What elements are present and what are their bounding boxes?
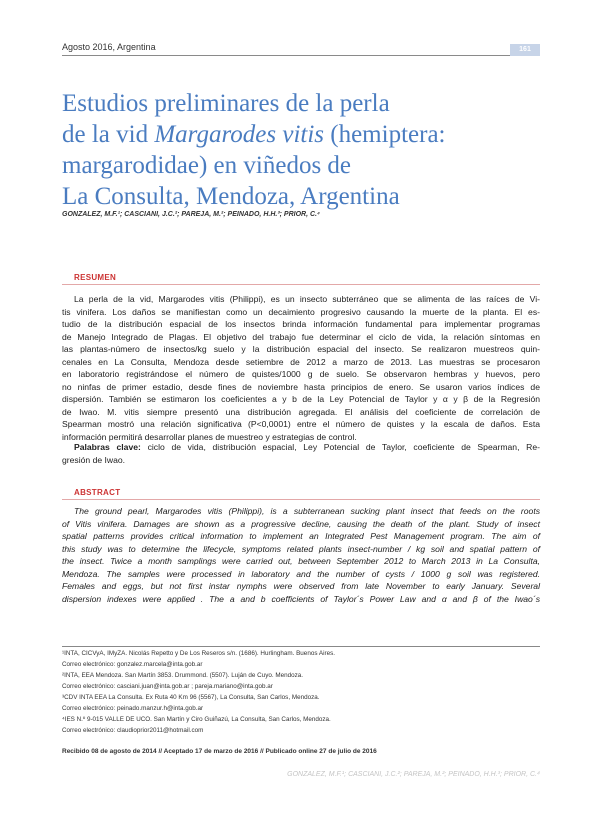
resumen-line: La perla de la vid, Margarodes vitis (Philippi), es un insecto subterráneo que se alimenta de las raíces de Vi- bbox=[74, 294, 540, 304]
abstract-rule bbox=[62, 499, 540, 500]
resumen-line: las plantas-número de insectos/kg suelo y la distribución espacial del insecto. Se realizaron muestreos quin- bbox=[62, 344, 540, 354]
abstract-line: Females and eggs, but not first instar nymphs were observed from late November to early January. Several bbox=[62, 581, 540, 591]
title-line-2-prefix: de la vid bbox=[62, 121, 155, 148]
footnote-line: ²INTA, EEA Mendoza. San Martín 3853. Drummond. (5507). Luján de Cuyo. Mendoza. bbox=[62, 672, 304, 679]
resumen-heading: RESUMEN bbox=[74, 273, 117, 282]
footnote-rule bbox=[62, 646, 540, 647]
resumen-line: cenales en La Consulta, Mendoza desde setiembre de 2012 a marzo de 2013. Las muestras se procesaron bbox=[62, 356, 540, 367]
abstract-line: of Vitis vinifera. Damages are shown as a progressive decline, causing the death of the plant. Study of insect bbox=[62, 518, 540, 529]
title-line-2 bbox=[62, 119, 532, 150]
footnote-line: Correo electrónico: claudioprior2011@hotmail.com bbox=[62, 727, 204, 734]
keywords-text: ciclo de vida, distribución espacial, Ley Potencial de Taylor, coeficiente de Spearman, Re- bbox=[140, 442, 540, 452]
abstract-line: The ground pearl, Margarodes vitis (Philippi), is a subterranean sucking plant insect that feeds on the roots bbox=[74, 506, 540, 516]
title-line-3: margarodidae) en viñedos de bbox=[62, 152, 352, 179]
resumen-line: no ninfas de primer estadio, desde fines de noviembre hasta principios de enero. Se usaron varios índices de bbox=[62, 381, 540, 392]
affiliation-footnotes bbox=[62, 648, 540, 736]
keywords-line bbox=[62, 441, 540, 454]
footnote-line: Correo electrónico: gonzalez.marcela@inta.gob.ar bbox=[62, 661, 203, 668]
abstract-line: the insect. Twice a month samplings were carried out, between September 2012 to March 2013 in La Consulta, bbox=[62, 556, 540, 566]
resumen-line: de Iwao. M. vitis siempre presentó una distribución agregada. El análisis del coeficiente de correlación de bbox=[62, 406, 540, 417]
header-rule bbox=[62, 55, 510, 56]
abstract-line: spatial patterns provides critical information to implement an Integrated Pest Management program. The aim of bbox=[62, 531, 540, 541]
keywords-label: Palabras clave: bbox=[74, 442, 141, 452]
footnote-line: ³CDV INTA EEA La Consulta. Ex Ruta 40 Km 96 (5567), La Consulta, San Carlos, Mendoza. bbox=[62, 694, 320, 701]
page-number-badge: 161 bbox=[510, 44, 540, 56]
footnote-line: Correo electrónico: peinado.manzur.h@inta.gob.ar bbox=[62, 705, 204, 712]
resumen-line: información permitirá desarrollar planes de muestreo y estrategias de control. bbox=[62, 431, 357, 442]
title-line-2-suffix: (hemiptera: bbox=[324, 121, 446, 148]
abstract-line: this study was to determine the lifecycle, symptoms related plants insect-number / kg soil and spatial pattern of bbox=[62, 543, 540, 554]
author-list: GONZALEZ, M.F.¹; CASCIANI, J.C.²; PAREJA, M.²; PEINADO, H.H.³; PRIOR, C.⁴ bbox=[62, 211, 320, 218]
title-line-1: Estudios preliminares de la perla bbox=[62, 90, 390, 117]
keywords-line: gresión de Iwao. bbox=[62, 454, 126, 465]
running-header-date: Agosto 2016, Argentina bbox=[62, 42, 156, 52]
footnote-line: ¹INTA, CICVyA, IMyZA. Nicolás Repetto y De Los Reseros s/n. (1686). Hurlingham. Buenos Aires. bbox=[62, 650, 335, 657]
article-title bbox=[62, 88, 532, 212]
footnote-line: Correo electrónico: casciani.juan@inta.gob.ar ; pareja.mariano@inta.gob.ar bbox=[62, 683, 273, 690]
running-footer-authors: GONZALEZ, M.F.¹; CASCIANI, J.C.²; PAREJA, M.²; PEINADO, H.H.³; PRIOR, C.⁴ bbox=[287, 771, 540, 778]
footnote-line: ⁴IES N.º 9-015 VALLE DE UCO. San Martín y Ciro Guiñazú, La Consulta, San Carlos, Mendoza. bbox=[62, 716, 331, 723]
title-species-name: Margarodes vitis bbox=[154, 121, 325, 148]
resumen-line: tis vinifera. Los daños se manifiestan como un decaimiento progresivo causando la muerte de la planta. El es- bbox=[62, 306, 540, 317]
resumen-line: Spearman mostró una relación significativa (P<0,0001) entre el número de quistes y la escala de daños. Esta bbox=[62, 419, 540, 429]
abstract-body bbox=[62, 505, 540, 605]
resumen-line: tudio de la distribución espacial de los insectos brinda información fundamental para implementar programas bbox=[62, 319, 540, 329]
abstract-line: Mendoza. The samples were processed in laboratory and the number of cysts / 1000 g soil was registered. bbox=[62, 568, 540, 579]
resumen-line: en laboratorio registrándose el número de quistes/1000 g de suelo. Se observaron hembras y huevos, pero bbox=[62, 369, 540, 379]
abstract-line: dispersion indexes were applied . The a and b coefficients of Taylor´s Power Law and α and β of the Iwao´s bbox=[62, 593, 540, 604]
resumen-line: dispersión. También se estimaron los coeficientes a y b de la Ley Potencial de Taylor y α y β de la Regresión bbox=[62, 394, 540, 404]
keywords-block bbox=[62, 441, 540, 466]
resumen-body bbox=[62, 293, 540, 443]
abstract-heading: ABSTRACT bbox=[74, 488, 121, 497]
resumen-line: de Manejo Integrado de Plagas. El objetivo del trabajo fue determinar el ciclo de vida, la relación síntomas en bbox=[62, 331, 540, 342]
title-line-4: La Consulta, Mendoza, Argentina bbox=[62, 183, 400, 210]
resumen-rule bbox=[62, 284, 540, 285]
publication-dates: Recibido 08 de agosto de 2014 // Aceptado 17 de marzo de 2016 // Publicado online 27 de julio de 2016 bbox=[62, 748, 377, 755]
